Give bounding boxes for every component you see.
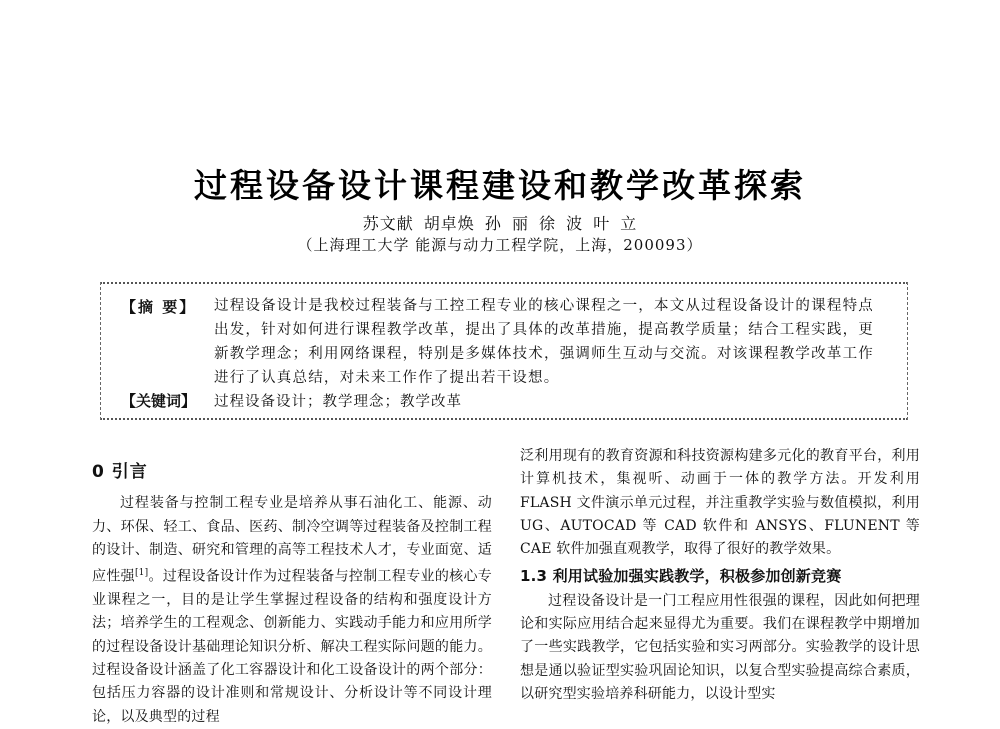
keywords-label: 【关键词】: [121, 392, 197, 410]
intro-text-part1: 过程装备与控制工程专业是培养从事石油化工、能源、动力、环保、轻工、食品、医药、制冷空调等过程装备及控制工程的设计、制造、研究和管理的高等工程技术人才，专业面宽、适应性强: [92, 495, 492, 585]
left-column: [92, 457, 492, 729]
paper-title: 过程设备设计课程建设和教学改革探索: [194, 166, 806, 205]
section-1-3-paragraph: 过程设备设计是一门工程应用性很强的课程，因此如何把理论和实际应用结合起来显得尤为重要。我们在课程教学中期增加了一些实践教学，它包括实验和实习两部分。实验教学的设计思想是通以验证型实验巩固论知识，以复合型实验提高综合素质，以研究型实验培养科研能力，以设计型实: [520, 592, 920, 702]
continued-paragraph: 泛利用现有的教育资源和科技资源构建多元化的教育平台，利用计算机技术，集视听、动画于一体的教学方法。开发利用 FLASH 文件演示单元过程，并注重教学实验与数值模拟，利用 UG、AUTOCAD 等 CAD 软件和 ANSYS、FLUNENT 等 CAE 软件加强直观教学，取得了很好的教学效果。: [520, 448, 920, 558]
section-heading-1-3: 1.3 利用试验加强实践教学，积极参加创新竞赛: [520, 567, 842, 586]
keywords-text: 过程设备设计；教学理念；教学改革: [214, 394, 462, 410]
citation-ref: [1]: [134, 568, 149, 579]
affiliation: （上海理工大学 能源与动力工程学院，上海，200093）: [297, 236, 703, 254]
intro-paragraph: [92, 492, 492, 729]
right-column: [520, 445, 920, 706]
abstract-label: 【摘 要】: [121, 298, 197, 316]
section-heading-introduction: 0 引言: [92, 462, 148, 482]
abstract-box: [100, 282, 908, 420]
author-list: 苏文献 胡卓焕 孙 丽 徐 波 叶 立: [362, 214, 638, 233]
intro-text-part2: 。过程设备设计作为过程装备与控制工程专业的核心专业课程之一，目的是让学生掌握过程设备的结构和强度设计方法；培养学生的工程观念、创新能力、实践动手能力和应用所学的过程设备设计基础理论知识分析、解决工程实际问题的能力。过程设备设计涵盖了化工容器设计和化工设备设计的两个部分：包括压力容器的设计准则和常规设计、分析设计等不同设计理论，以及典型的过程: [92, 568, 492, 725]
abstract-text: 过程设备设计是我校过程装备与工控工程专业的核心课程之一，本文从过程设备设计的课程特点出发，针对如何进行课程教学改革，提出了具体的改革措施，提高教学质量；结合工程实践，更新教学理念；利用网络课程，特别是多媒体技术，强调师生互动与交流。对该课程教学改革工作进行了认真总结，对未来工作作了提出若干设想。: [214, 298, 874, 386]
